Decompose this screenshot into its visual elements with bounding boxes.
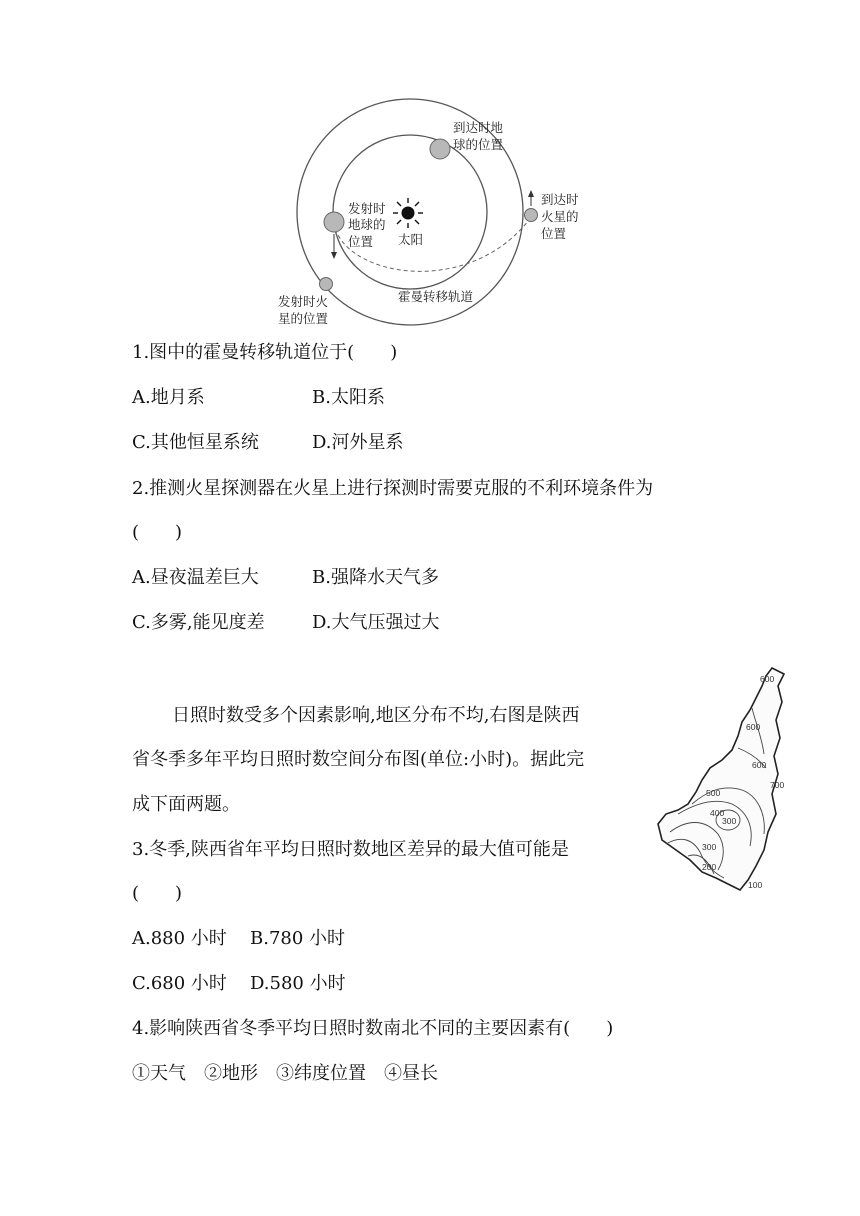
question-1-option-d[interactable]: D.河外星系	[312, 432, 404, 453]
hohmann-orbit-diagram	[270, 96, 579, 332]
contour-label-500: 500	[706, 788, 721, 798]
earth-arrival-label-2: 球的位置	[453, 137, 504, 152]
question-4-choices[interactable]: ①天气 ②地形 ③纬度位置 ④昼长	[132, 1063, 438, 1084]
shaanxi-sunshine-map	[652, 664, 792, 896]
question-3-option-c[interactable]: C.680 小时	[132, 973, 227, 994]
contour-label-600-mid: 600	[746, 722, 761, 732]
contour-label-600-east: 600	[752, 760, 767, 770]
question-3-stem-cont: ( )	[132, 883, 183, 904]
question-1-option-b[interactable]: B.太阳系	[312, 387, 385, 408]
mars-arrival-label-2: 火星的	[541, 209, 579, 224]
contour-label-200: 200	[702, 862, 717, 872]
earth-launch-label-3: 位置	[348, 234, 374, 249]
question-2-option-b[interactable]: B.强降水天气多	[312, 567, 439, 588]
earth-launch-label-2: 地球的	[348, 217, 386, 232]
question-2-option-a[interactable]: A.昼夜温差巨大	[132, 567, 259, 588]
question-2-option-c[interactable]: C.多雾,能见度差	[132, 612, 265, 633]
passage-line-2: 省冬季多年平均日照时数空间分布图(单位:小时)。据此完	[132, 749, 585, 770]
mars-launch-label-1: 发射时火	[278, 294, 329, 309]
mars-arrival-marker	[525, 209, 538, 222]
mars-launch-label-2: 星的位置	[278, 311, 329, 326]
question-2-option-d[interactable]: D.大气压强过大	[312, 612, 440, 633]
question-2-stem: 2.推测火星探测器在火星上进行探测时需要克服的不利环境条件为	[132, 478, 654, 499]
shaanxi-outline	[658, 668, 784, 890]
arrow-down-icon	[331, 252, 337, 259]
question-1-option-c[interactable]: C.其他恒星系统	[132, 432, 259, 453]
mars-arrival-label-3: 位置	[541, 226, 567, 241]
question-4-stem: 4.影响陕西省冬季平均日照时数南北不同的主要因素有( )	[132, 1018, 614, 1039]
passage-line-1: 日照时数受多个因素影响,地区分布不均,右图是陕西	[172, 705, 580, 726]
earth-arrival-label-1: 到达时地	[453, 120, 504, 135]
mars-launch-marker	[320, 278, 333, 291]
contour-label-400: 400	[710, 808, 725, 818]
earth-launch-marker	[324, 212, 344, 232]
mars-arrival-label-1: 到达时	[541, 192, 579, 207]
contour-label-700: 700	[770, 780, 785, 790]
earth-arrival-marker	[430, 139, 450, 159]
passage-line-3: 成下面两题。	[132, 794, 240, 815]
sun-label: 太阳	[398, 232, 424, 247]
question-3-option-d[interactable]: D.580 小时	[250, 973, 346, 994]
question-3-stem: 3.冬季,陕西省年平均日照时数地区差异的最大值可能是	[132, 839, 569, 860]
question-1-stem: 1.图中的霍曼转移轨道位于( )	[132, 342, 398, 363]
question-3-option-a[interactable]: A.880 小时	[132, 928, 227, 949]
question-1-option-a[interactable]: A.地月系	[132, 387, 205, 408]
contour-label-100: 100	[748, 880, 763, 890]
hohmann-orbit-label: 霍曼转移轨道	[398, 289, 474, 304]
arrow-up-icon	[528, 190, 534, 197]
question-2-stem-cont: ( )	[132, 522, 183, 543]
question-3-option-b[interactable]: B.780 小时	[250, 928, 346, 949]
contour-label-300-south: 300	[702, 842, 717, 852]
contour-label-300-inner: 300	[722, 816, 737, 826]
contour-label-600-north: 600	[760, 674, 775, 684]
earth-launch-label-1: 发射时	[348, 201, 386, 216]
sun-icon	[393, 198, 423, 228]
